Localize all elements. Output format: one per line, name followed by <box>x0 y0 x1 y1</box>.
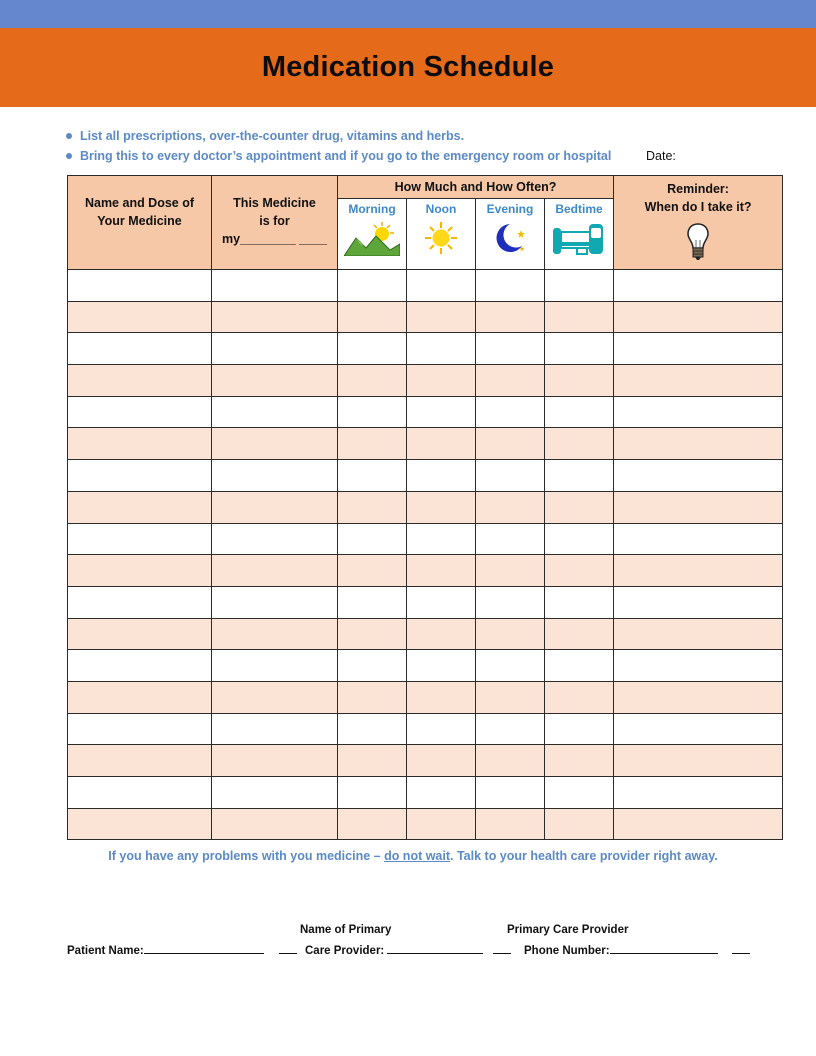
cell-medicine-name[interactable] <box>68 365 212 397</box>
table-row <box>68 618 783 650</box>
bullet-icon <box>66 153 72 159</box>
cell-bedtime[interactable] <box>545 650 614 682</box>
header-reminder: Reminder: When do I take it? <box>614 176 783 270</box>
cell-evening[interactable] <box>476 650 545 682</box>
cell-noon[interactable] <box>407 650 476 682</box>
table-row <box>68 365 783 397</box>
cell-evening[interactable] <box>476 586 545 618</box>
cell-reminder[interactable] <box>614 808 783 840</box>
cell-morning[interactable] <box>338 713 407 745</box>
cell-medicine-purpose[interactable] <box>212 333 338 365</box>
cell-reminder[interactable] <box>614 713 783 745</box>
lightbulb-icon <box>686 222 710 262</box>
cell-bedtime[interactable] <box>545 555 614 587</box>
cell-morning[interactable] <box>338 491 407 523</box>
cell-noon[interactable] <box>407 396 476 428</box>
cell-morning[interactable] <box>338 650 407 682</box>
cell-medicine-name[interactable] <box>68 333 212 365</box>
table-row <box>68 650 783 682</box>
cell-morning[interactable] <box>338 555 407 587</box>
cell-medicine-name[interactable] <box>68 460 212 492</box>
cell-medicine-purpose[interactable] <box>212 270 338 302</box>
cell-morning[interactable] <box>338 396 407 428</box>
cell-medicine-purpose[interactable] <box>212 460 338 492</box>
cell-morning[interactable] <box>338 681 407 713</box>
cell-reminder[interactable] <box>614 555 783 587</box>
moon-and-stars-icon <box>492 220 528 256</box>
cell-medicine-purpose[interactable] <box>212 555 338 587</box>
cell-medicine-purpose[interactable] <box>212 523 338 555</box>
cell-medicine-purpose[interactable] <box>212 650 338 682</box>
cell-morning[interactable] <box>338 270 407 302</box>
provider-label-top: Name of Primary <box>300 924 392 936</box>
phone-number-field[interactable]: Phone Number: <box>524 942 718 957</box>
cell-medicine-name[interactable] <box>68 555 212 587</box>
cell-noon[interactable] <box>407 428 476 460</box>
do-not-wait-emphasis: do not wait <box>384 849 451 863</box>
cell-noon[interactable] <box>407 713 476 745</box>
cell-medicine-purpose[interactable] <box>212 745 338 777</box>
top-color-stripe <box>0 0 816 28</box>
cell-bedtime[interactable] <box>545 396 614 428</box>
header-evening: Evening <box>476 199 545 270</box>
cell-medicine-purpose[interactable] <box>212 428 338 460</box>
cell-medicine-name[interactable] <box>68 713 212 745</box>
header-noon: Noon <box>407 199 476 270</box>
cell-medicine-purpose[interactable] <box>212 777 338 809</box>
cell-bedtime[interactable] <box>545 777 614 809</box>
cell-noon[interactable] <box>407 523 476 555</box>
cell-medicine-name[interactable] <box>68 523 212 555</box>
table-row <box>68 555 783 587</box>
cell-evening[interactable] <box>476 301 545 333</box>
cell-reminder[interactable] <box>614 428 783 460</box>
instruction-item <box>66 126 786 146</box>
cell-noon[interactable] <box>407 555 476 587</box>
bullet-icon <box>66 133 72 139</box>
cell-medicine-name[interactable] <box>68 618 212 650</box>
cell-bedtime[interactable] <box>545 618 614 650</box>
cell-evening[interactable] <box>476 713 545 745</box>
cell-evening[interactable] <box>476 777 545 809</box>
instruction-item <box>66 146 786 166</box>
cell-bedtime[interactable] <box>545 681 614 713</box>
instruction-text: List all prescriptions, over-the-counter drug, vitamins and herbs. <box>80 129 465 143</box>
cell-evening[interactable] <box>476 333 545 365</box>
cell-bedtime[interactable] <box>545 491 614 523</box>
cell-bedtime[interactable] <box>545 808 614 840</box>
cell-reminder[interactable] <box>614 586 783 618</box>
patient-name-line[interactable] <box>144 942 264 954</box>
cell-bedtime[interactable] <box>545 333 614 365</box>
cell-noon[interactable] <box>407 301 476 333</box>
cell-reminder[interactable] <box>614 523 783 555</box>
cell-evening[interactable] <box>476 396 545 428</box>
cell-medicine-name[interactable] <box>68 270 212 302</box>
cell-medicine-name[interactable] <box>68 777 212 809</box>
cell-reminder[interactable] <box>614 777 783 809</box>
table-row <box>68 333 783 365</box>
cell-bedtime[interactable] <box>545 270 614 302</box>
table-row <box>68 460 783 492</box>
cell-bedtime[interactable] <box>545 713 614 745</box>
cell-reminder[interactable] <box>614 333 783 365</box>
cell-medicine-purpose[interactable] <box>212 301 338 333</box>
cell-evening[interactable] <box>476 523 545 555</box>
cell-noon[interactable] <box>407 618 476 650</box>
table-row <box>68 396 783 428</box>
cell-morning[interactable] <box>338 808 407 840</box>
cell-reminder[interactable] <box>614 681 783 713</box>
cell-evening[interactable] <box>476 808 545 840</box>
cell-medicine-purpose[interactable] <box>212 713 338 745</box>
cell-bedtime[interactable] <box>545 586 614 618</box>
table-row <box>68 808 783 840</box>
cell-evening[interactable] <box>476 555 545 587</box>
cell-reminder[interactable] <box>614 301 783 333</box>
instruction-text: Bring this to every doctor’s appointment and if you go to the emergency room or hospital <box>80 149 612 163</box>
cell-noon[interactable] <box>407 808 476 840</box>
cell-evening[interactable] <box>476 745 545 777</box>
bed-icon <box>551 220 607 256</box>
blank-line <box>493 942 511 954</box>
cell-medicine-name[interactable] <box>68 650 212 682</box>
cell-noon[interactable] <box>407 460 476 492</box>
sun-icon <box>423 220 459 256</box>
cell-medicine-name[interactable] <box>68 396 212 428</box>
cell-reminder[interactable] <box>614 618 783 650</box>
cell-reminder[interactable] <box>614 650 783 682</box>
cell-morning[interactable] <box>338 777 407 809</box>
cell-noon[interactable] <box>407 270 476 302</box>
cell-reminder[interactable] <box>614 365 783 397</box>
cell-noon[interactable] <box>407 681 476 713</box>
cell-noon[interactable] <box>407 777 476 809</box>
cell-evening[interactable] <box>476 491 545 523</box>
provider-name-line[interactable] <box>387 942 483 954</box>
cell-morning[interactable] <box>338 745 407 777</box>
cell-evening[interactable] <box>476 365 545 397</box>
header-how-much-how-often: How Much and How Often? <box>338 176 614 199</box>
table-row <box>68 681 783 713</box>
date-label: Date: <box>646 149 676 163</box>
header-medicine-name: Name and Dose of Your Medicine <box>68 176 212 270</box>
cell-bedtime[interactable] <box>545 460 614 492</box>
cell-reminder[interactable] <box>614 745 783 777</box>
cell-reminder[interactable] <box>614 491 783 523</box>
table-row <box>68 713 783 745</box>
cell-medicine-name[interactable] <box>68 808 212 840</box>
cell-bedtime[interactable] <box>545 428 614 460</box>
cell-medicine-name[interactable] <box>68 586 212 618</box>
cell-morning[interactable] <box>338 428 407 460</box>
cell-morning[interactable] <box>338 618 407 650</box>
table-row <box>68 777 783 809</box>
cell-medicine-name[interactable] <box>68 745 212 777</box>
header-medicine-purpose: This Medicine is for my________ ____ <box>212 176 338 270</box>
blank-line <box>732 942 750 954</box>
cell-medicine-name[interactable] <box>68 491 212 523</box>
cell-evening[interactable] <box>476 428 545 460</box>
header-bedtime: Bedtime <box>545 199 614 270</box>
cell-medicine-purpose[interactable] <box>212 365 338 397</box>
cell-evening[interactable] <box>476 460 545 492</box>
page-title: Medication Schedule <box>261 51 555 83</box>
cell-bedtime[interactable] <box>545 745 614 777</box>
phone-label-top: Primary Care Provider <box>507 924 629 936</box>
cell-medicine-purpose[interactable] <box>212 586 338 618</box>
phone-number-line[interactable] <box>610 942 718 954</box>
cell-medicine-purpose[interactable] <box>212 808 338 840</box>
table-row <box>68 586 783 618</box>
provider-name-field[interactable]: Care Provider: <box>305 942 483 957</box>
table-row <box>68 491 783 523</box>
cell-noon[interactable] <box>407 491 476 523</box>
cell-medicine-name[interactable] <box>68 428 212 460</box>
cell-morning[interactable] <box>338 301 407 333</box>
cell-medicine-purpose[interactable] <box>212 491 338 523</box>
instructions-list <box>66 126 786 166</box>
cell-noon[interactable] <box>407 333 476 365</box>
cell-noon[interactable] <box>407 586 476 618</box>
table-row <box>68 270 783 302</box>
medication-table <box>67 175 783 840</box>
cell-morning[interactable] <box>338 333 407 365</box>
cell-bedtime[interactable] <box>545 365 614 397</box>
cell-bedtime[interactable] <box>545 301 614 333</box>
cell-noon[interactable] <box>407 365 476 397</box>
cell-medicine-name[interactable] <box>68 301 212 333</box>
cell-evening[interactable] <box>476 681 545 713</box>
cell-evening[interactable] <box>476 270 545 302</box>
cell-medicine-purpose[interactable] <box>212 618 338 650</box>
cell-morning[interactable] <box>338 460 407 492</box>
blank-line <box>279 942 297 954</box>
table-row <box>68 523 783 555</box>
header-morning: Morning <box>338 199 407 270</box>
cell-morning[interactable] <box>338 365 407 397</box>
cell-bedtime[interactable] <box>545 523 614 555</box>
cell-reminder[interactable] <box>614 460 783 492</box>
cell-morning[interactable] <box>338 586 407 618</box>
cell-medicine-purpose[interactable] <box>212 681 338 713</box>
title-banner <box>0 28 816 107</box>
warning-message: If you have any problems with you medicine – do not wait. Talk to your health care provider right away. <box>108 849 718 863</box>
sun-over-mountains-icon <box>344 220 400 256</box>
cell-noon[interactable] <box>407 745 476 777</box>
cell-morning[interactable] <box>338 523 407 555</box>
cell-reminder[interactable] <box>614 396 783 428</box>
cell-medicine-purpose[interactable] <box>212 396 338 428</box>
patient-name-field[interactable]: Patient Name: <box>67 942 264 957</box>
table-row <box>68 301 783 333</box>
table-row <box>68 745 783 777</box>
table-row <box>68 428 783 460</box>
cell-reminder[interactable] <box>614 270 783 302</box>
cell-evening[interactable] <box>476 618 545 650</box>
cell-medicine-name[interactable] <box>68 681 212 713</box>
